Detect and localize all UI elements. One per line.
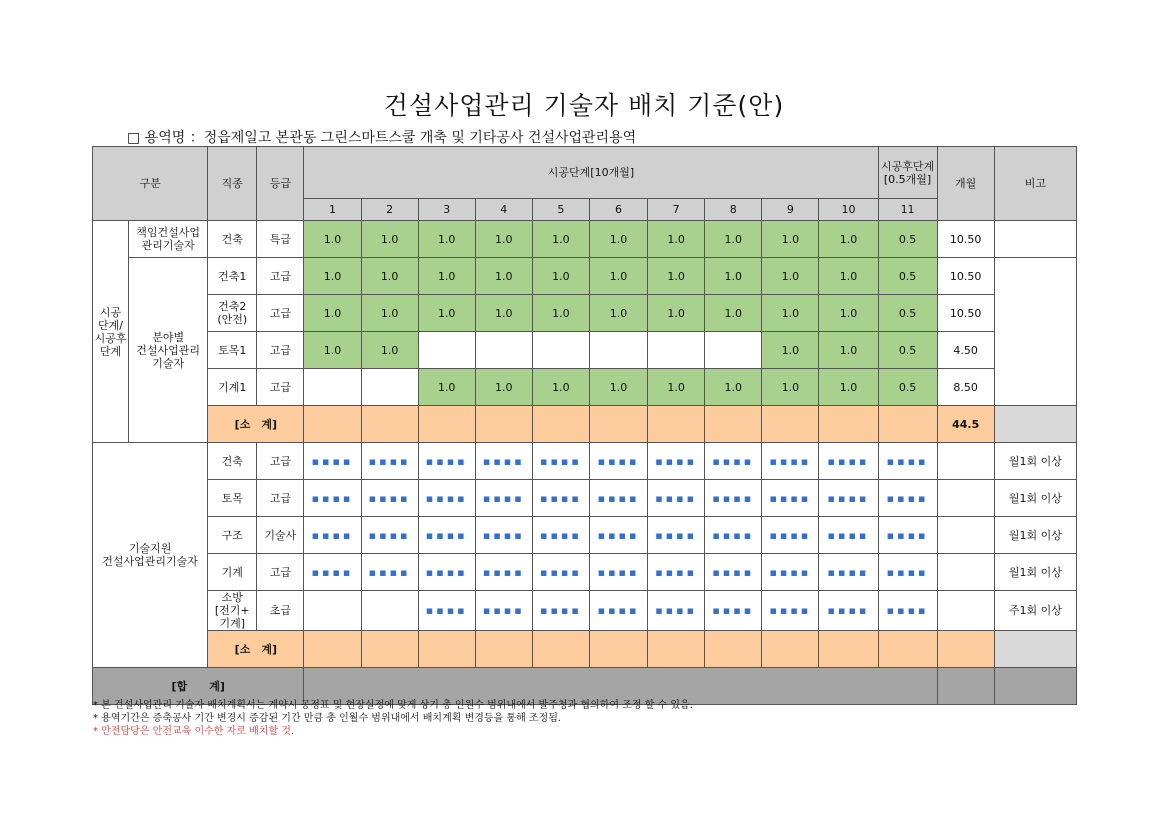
header-remarks: 비고 (994, 147, 1076, 221)
months-total-cell (937, 591, 994, 631)
subtotal-cell (589, 631, 647, 668)
attendance-dots: ▪▪▪▪ (819, 443, 878, 480)
grade-cell: 고급 (257, 554, 304, 591)
page-title: 건설사업관리 기술자 배치 기준(안) (383, 91, 785, 120)
attendance-dots: ▪▪▪▪ (532, 517, 589, 554)
subtotal-cell (418, 406, 475, 443)
grand-total-months (937, 668, 994, 705)
subtotal-cell (532, 406, 589, 443)
value-cell: 1.0 (418, 221, 475, 258)
remark-cell: 주1회 이상 (994, 591, 1076, 631)
value-cell: 1.0 (532, 221, 589, 258)
value-cell: 1.0 (762, 221, 819, 258)
attendance-dots: ▪▪▪▪ (819, 591, 878, 631)
remark-cell (994, 221, 1076, 258)
value-cell (304, 369, 361, 406)
subtotal-label: [소 계] (208, 631, 304, 668)
attendance-dots: ▪▪▪▪ (304, 517, 361, 554)
attendance-dots: ▪▪▪▪ (819, 554, 878, 591)
subtotal-cell (361, 406, 418, 443)
remark-cell (994, 258, 1076, 406)
subtotal-cell (705, 631, 762, 668)
attendance-dots: ▪▪▪▪ (532, 443, 589, 480)
value-cell (705, 332, 762, 369)
attendance-dots: ▪▪▪▪ (878, 554, 937, 591)
header-month-4: 4 (475, 199, 532, 221)
value-cell: 1.0 (648, 258, 705, 295)
attendance-dots: ▪▪▪▪ (648, 591, 705, 631)
value-cell: 1.0 (819, 258, 878, 295)
section-support-label: 기술지원 건설사업관리기술자 (93, 443, 208, 668)
job-cell: 기계1 (208, 369, 257, 406)
job-cell: 토목1 (208, 332, 257, 369)
attendance-dots: ▪▪▪▪ (475, 443, 532, 480)
value-cell: 1.0 (819, 295, 878, 332)
attendance-dots: ▪▪▪▪ (762, 554, 819, 591)
value-cell: 1.0 (589, 295, 647, 332)
remark-cell (994, 631, 1076, 668)
months-total-cell (937, 443, 994, 480)
header-month-11: 11 (878, 199, 937, 221)
header-month-1: 1 (304, 199, 361, 221)
grade-cell: 고급 (257, 480, 304, 517)
attendance-dots: ▪▪▪▪ (304, 554, 361, 591)
attendance-dots: ▪▪▪▪ (819, 480, 878, 517)
value-cell: 1.0 (762, 295, 819, 332)
attendance-dots: ▪▪▪▪ (705, 443, 762, 480)
value-cell (418, 332, 475, 369)
value-cell: 1.0 (361, 258, 418, 295)
value-cell (648, 332, 705, 369)
header-month-7: 7 (648, 199, 705, 221)
attendance-dots: ▪▪▪▪ (532, 480, 589, 517)
value-cell: 1.0 (304, 258, 361, 295)
header-month-10: 10 (819, 199, 878, 221)
value-cell: 1.0 (475, 369, 532, 406)
attendance-dots: ▪▪▪▪ (418, 554, 475, 591)
value-cell: 1.0 (648, 295, 705, 332)
table-row (93, 517, 1077, 554)
grade-cell: 초급 (257, 591, 304, 631)
table-row (93, 221, 1077, 258)
subtotal-cell (819, 406, 878, 443)
value-cell: 1.0 (361, 295, 418, 332)
attendance-dots: ▪▪▪▪ (418, 517, 475, 554)
attendance-dots: ▪▪▪▪ (705, 517, 762, 554)
attendance-dots: ▪▪▪▪ (361, 517, 418, 554)
attendance-dots: ▪▪▪▪ (705, 591, 762, 631)
value-cell: 1.0 (304, 221, 361, 258)
attendance-dots: ▪▪▪▪ (532, 554, 589, 591)
attendance-dots: ▪▪▪▪ (648, 517, 705, 554)
value-cell: 1.0 (418, 295, 475, 332)
attendance-dots: ▪▪▪▪ (418, 591, 475, 631)
value-cell: 1.0 (532, 258, 589, 295)
subtotal-cell (878, 631, 937, 668)
value-cell: 1.0 (475, 221, 532, 258)
value-cell (532, 332, 589, 369)
subtotal-cell (475, 406, 532, 443)
job-cell: 구조 (208, 517, 257, 554)
attendance-dots: ▪▪▪▪ (475, 480, 532, 517)
value-cell: 1.0 (532, 369, 589, 406)
field-engineer-label: 분야별 건설사업관리 기술자 (129, 258, 208, 443)
grade-cell: 특급 (257, 221, 304, 258)
remark-cell: 월1회 이상 (994, 517, 1076, 554)
remark-cell: 월1회 이상 (994, 554, 1076, 591)
attendance-dots: ▪▪▪▪ (878, 517, 937, 554)
months-total-cell (937, 517, 994, 554)
value-cell: 1.0 (762, 332, 819, 369)
project-name: □ 용역명 ：정읍제일고 본관동 그린스마트스쿨 개축 및 기타공사 건설사업관리용역 (127, 130, 637, 146)
value-cell: 1.0 (361, 332, 418, 369)
attendance-dots: ▪▪▪▪ (418, 443, 475, 480)
lead-engineer-label: 책임건설사업 관리기술자 (129, 221, 208, 258)
attendance-dots: ▪▪▪▪ (475, 591, 532, 631)
remark-cell (994, 406, 1076, 443)
value-cell: 1.0 (762, 369, 819, 406)
table-row (93, 443, 1077, 480)
months-total-cell: 4.50 (937, 332, 994, 369)
subtotal-cell (705, 406, 762, 443)
grade-cell: 고급 (257, 332, 304, 369)
attendance-dots: ▪▪▪▪ (762, 480, 819, 517)
remark-cell: 월1회 이상 (994, 443, 1076, 480)
value-cell (304, 591, 361, 631)
header-post-phase: 시공후단계 [0.5개월] (878, 147, 937, 199)
value-cell: 0.5 (878, 258, 937, 295)
value-cell: 1.0 (648, 221, 705, 258)
grade-cell: 고급 (257, 443, 304, 480)
attendance-dots: ▪▪▪▪ (589, 517, 647, 554)
subtotal-cell (589, 406, 647, 443)
value-cell: 1.0 (819, 221, 878, 258)
job-cell: 기계 (208, 554, 257, 591)
value-cell: 0.5 (878, 221, 937, 258)
grade-cell: 고급 (257, 295, 304, 332)
months-total-cell: 8.50 (937, 369, 994, 406)
footnotes (93, 699, 693, 738)
subtotal-cell (304, 631, 361, 668)
attendance-dots: ▪▪▪▪ (705, 480, 762, 517)
months-total-cell: 10.50 (937, 295, 994, 332)
value-cell: 1.0 (589, 369, 647, 406)
months-total-cell (937, 480, 994, 517)
footnote-2: * 용역기간은 증축공사 기간 변경시 증감된 기간 만큼 총 인월수 범위내에서 배치계획 변경등을 통해 조정됨. (93, 713, 562, 724)
header-months: 개월 (937, 147, 994, 221)
attendance-dots: ▪▪▪▪ (878, 480, 937, 517)
value-cell: 1.0 (532, 295, 589, 332)
subtotal-cell (762, 631, 819, 668)
attendance-dots: ▪▪▪▪ (762, 443, 819, 480)
grade-cell: 고급 (257, 369, 304, 406)
value-cell: 1.0 (475, 295, 532, 332)
header-month-6: 6 (589, 199, 647, 221)
job-cell: 토목 (208, 480, 257, 517)
attendance-dots: ▪▪▪▪ (648, 554, 705, 591)
value-cell: 1.0 (705, 258, 762, 295)
value-cell (589, 332, 647, 369)
attendance-dots: ▪▪▪▪ (819, 517, 878, 554)
grand-total-label: [합 계] (93, 668, 304, 705)
footnote-1: * 본 건설사업관리 기술자 배치계획서는 계약시 공정표 및 현장실정에 맞게 상기 총 인원수 범위내에서 발주청과 협의하여 조정 할 수 있음. (93, 700, 693, 711)
grade-cell: 고급 (257, 258, 304, 295)
attendance-dots: ▪▪▪▪ (762, 517, 819, 554)
attendance-dots: ▪▪▪▪ (589, 554, 647, 591)
value-cell: 1.0 (418, 258, 475, 295)
months-total-cell (937, 554, 994, 591)
subtotal-value: 44.5 (937, 406, 994, 443)
footnote-safety: * 안전담당은 안전교육 이수한 자로 배치할 것. (93, 726, 295, 737)
value-cell: 1.0 (705, 295, 762, 332)
value-cell: 1.0 (762, 258, 819, 295)
subtotal-label: [소 계] (208, 406, 304, 443)
subtotal-cell (418, 631, 475, 668)
grade-cell: 기술사 (257, 517, 304, 554)
subtotal-row (93, 631, 1077, 668)
job-cell: 소방 [전기+ 기계] (208, 591, 257, 631)
value-cell: 0.5 (878, 369, 937, 406)
table-row (93, 480, 1077, 517)
subtotal-cell (648, 406, 705, 443)
subtotal-cell (648, 631, 705, 668)
attendance-dots: ▪▪▪▪ (589, 443, 647, 480)
attendance-dots: ▪▪▪▪ (878, 443, 937, 480)
value-cell: 1.0 (304, 295, 361, 332)
value-cell: 1.0 (819, 332, 878, 369)
attendance-dots: ▪▪▪▪ (475, 517, 532, 554)
value-cell (475, 332, 532, 369)
header-job: 직종 (208, 147, 257, 221)
header-month-8: 8 (705, 199, 762, 221)
table-row (93, 554, 1077, 591)
staffing-table (92, 146, 1077, 705)
value-cell: 0.5 (878, 332, 937, 369)
value-cell: 1.0 (589, 221, 647, 258)
attendance-dots: ▪▪▪▪ (361, 443, 418, 480)
value-cell (361, 591, 418, 631)
table-row (93, 295, 1077, 332)
header-month-2: 2 (361, 199, 418, 221)
header-grade: 등급 (257, 147, 304, 221)
subtotal-cell (878, 406, 937, 443)
attendance-dots: ▪▪▪▪ (589, 591, 647, 631)
value-cell: 1.0 (819, 369, 878, 406)
header-construction-phase: 시공단계[10개월] (304, 147, 878, 199)
subtotal-cell (532, 631, 589, 668)
value-cell: 1.0 (705, 221, 762, 258)
attendance-dots: ▪▪▪▪ (648, 443, 705, 480)
job-cell: 건축 (208, 443, 257, 480)
months-total-cell: 10.50 (937, 258, 994, 295)
subtotal-cell (361, 631, 418, 668)
job-cell: 건축2 (안전) (208, 295, 257, 332)
value-cell (361, 369, 418, 406)
value-cell: 0.5 (878, 295, 937, 332)
months-total-cell: 10.50 (937, 221, 994, 258)
table-row (93, 258, 1077, 295)
attendance-dots: ▪▪▪▪ (762, 591, 819, 631)
value-cell: 1.0 (475, 258, 532, 295)
subtotal-cell (475, 631, 532, 668)
value-cell: 1.0 (418, 369, 475, 406)
grand-total-remark (994, 668, 1076, 705)
value-cell: 1.0 (361, 221, 418, 258)
value-cell: 1.0 (705, 369, 762, 406)
header-category: 구분 (93, 147, 208, 221)
subtotal-cell (937, 631, 994, 668)
attendance-dots: ▪▪▪▪ (589, 480, 647, 517)
attendance-dots: ▪▪▪▪ (648, 480, 705, 517)
attendance-dots: ▪▪▪▪ (361, 480, 418, 517)
attendance-dots: ▪▪▪▪ (705, 554, 762, 591)
header-month-9: 9 (762, 199, 819, 221)
subtotal-cell (762, 406, 819, 443)
attendance-dots: ▪▪▪▪ (418, 480, 475, 517)
attendance-dots: ▪▪▪▪ (304, 443, 361, 480)
attendance-dots: ▪▪▪▪ (475, 554, 532, 591)
table-row (93, 591, 1077, 631)
remark-cell: 월1회 이상 (994, 480, 1076, 517)
attendance-dots: ▪▪▪▪ (304, 480, 361, 517)
value-cell: 1.0 (304, 332, 361, 369)
attendance-dots: ▪▪▪▪ (532, 591, 589, 631)
subtotal-cell (304, 406, 361, 443)
value-cell: 1.0 (648, 369, 705, 406)
header-month-3: 3 (418, 199, 475, 221)
attendance-dots: ▪▪▪▪ (361, 554, 418, 591)
section-construction-label: 시공 단계/ 시공후 단계 (93, 221, 129, 443)
subtotal-cell (819, 631, 878, 668)
subtotal-row (93, 406, 1077, 443)
job-cell: 건축1 (208, 258, 257, 295)
attendance-dots: ▪▪▪▪ (878, 591, 937, 631)
table-row (93, 332, 1077, 369)
table-row (93, 369, 1077, 406)
value-cell: 1.0 (589, 258, 647, 295)
header-month-5: 5 (532, 199, 589, 221)
job-cell: 건축 (208, 221, 257, 258)
